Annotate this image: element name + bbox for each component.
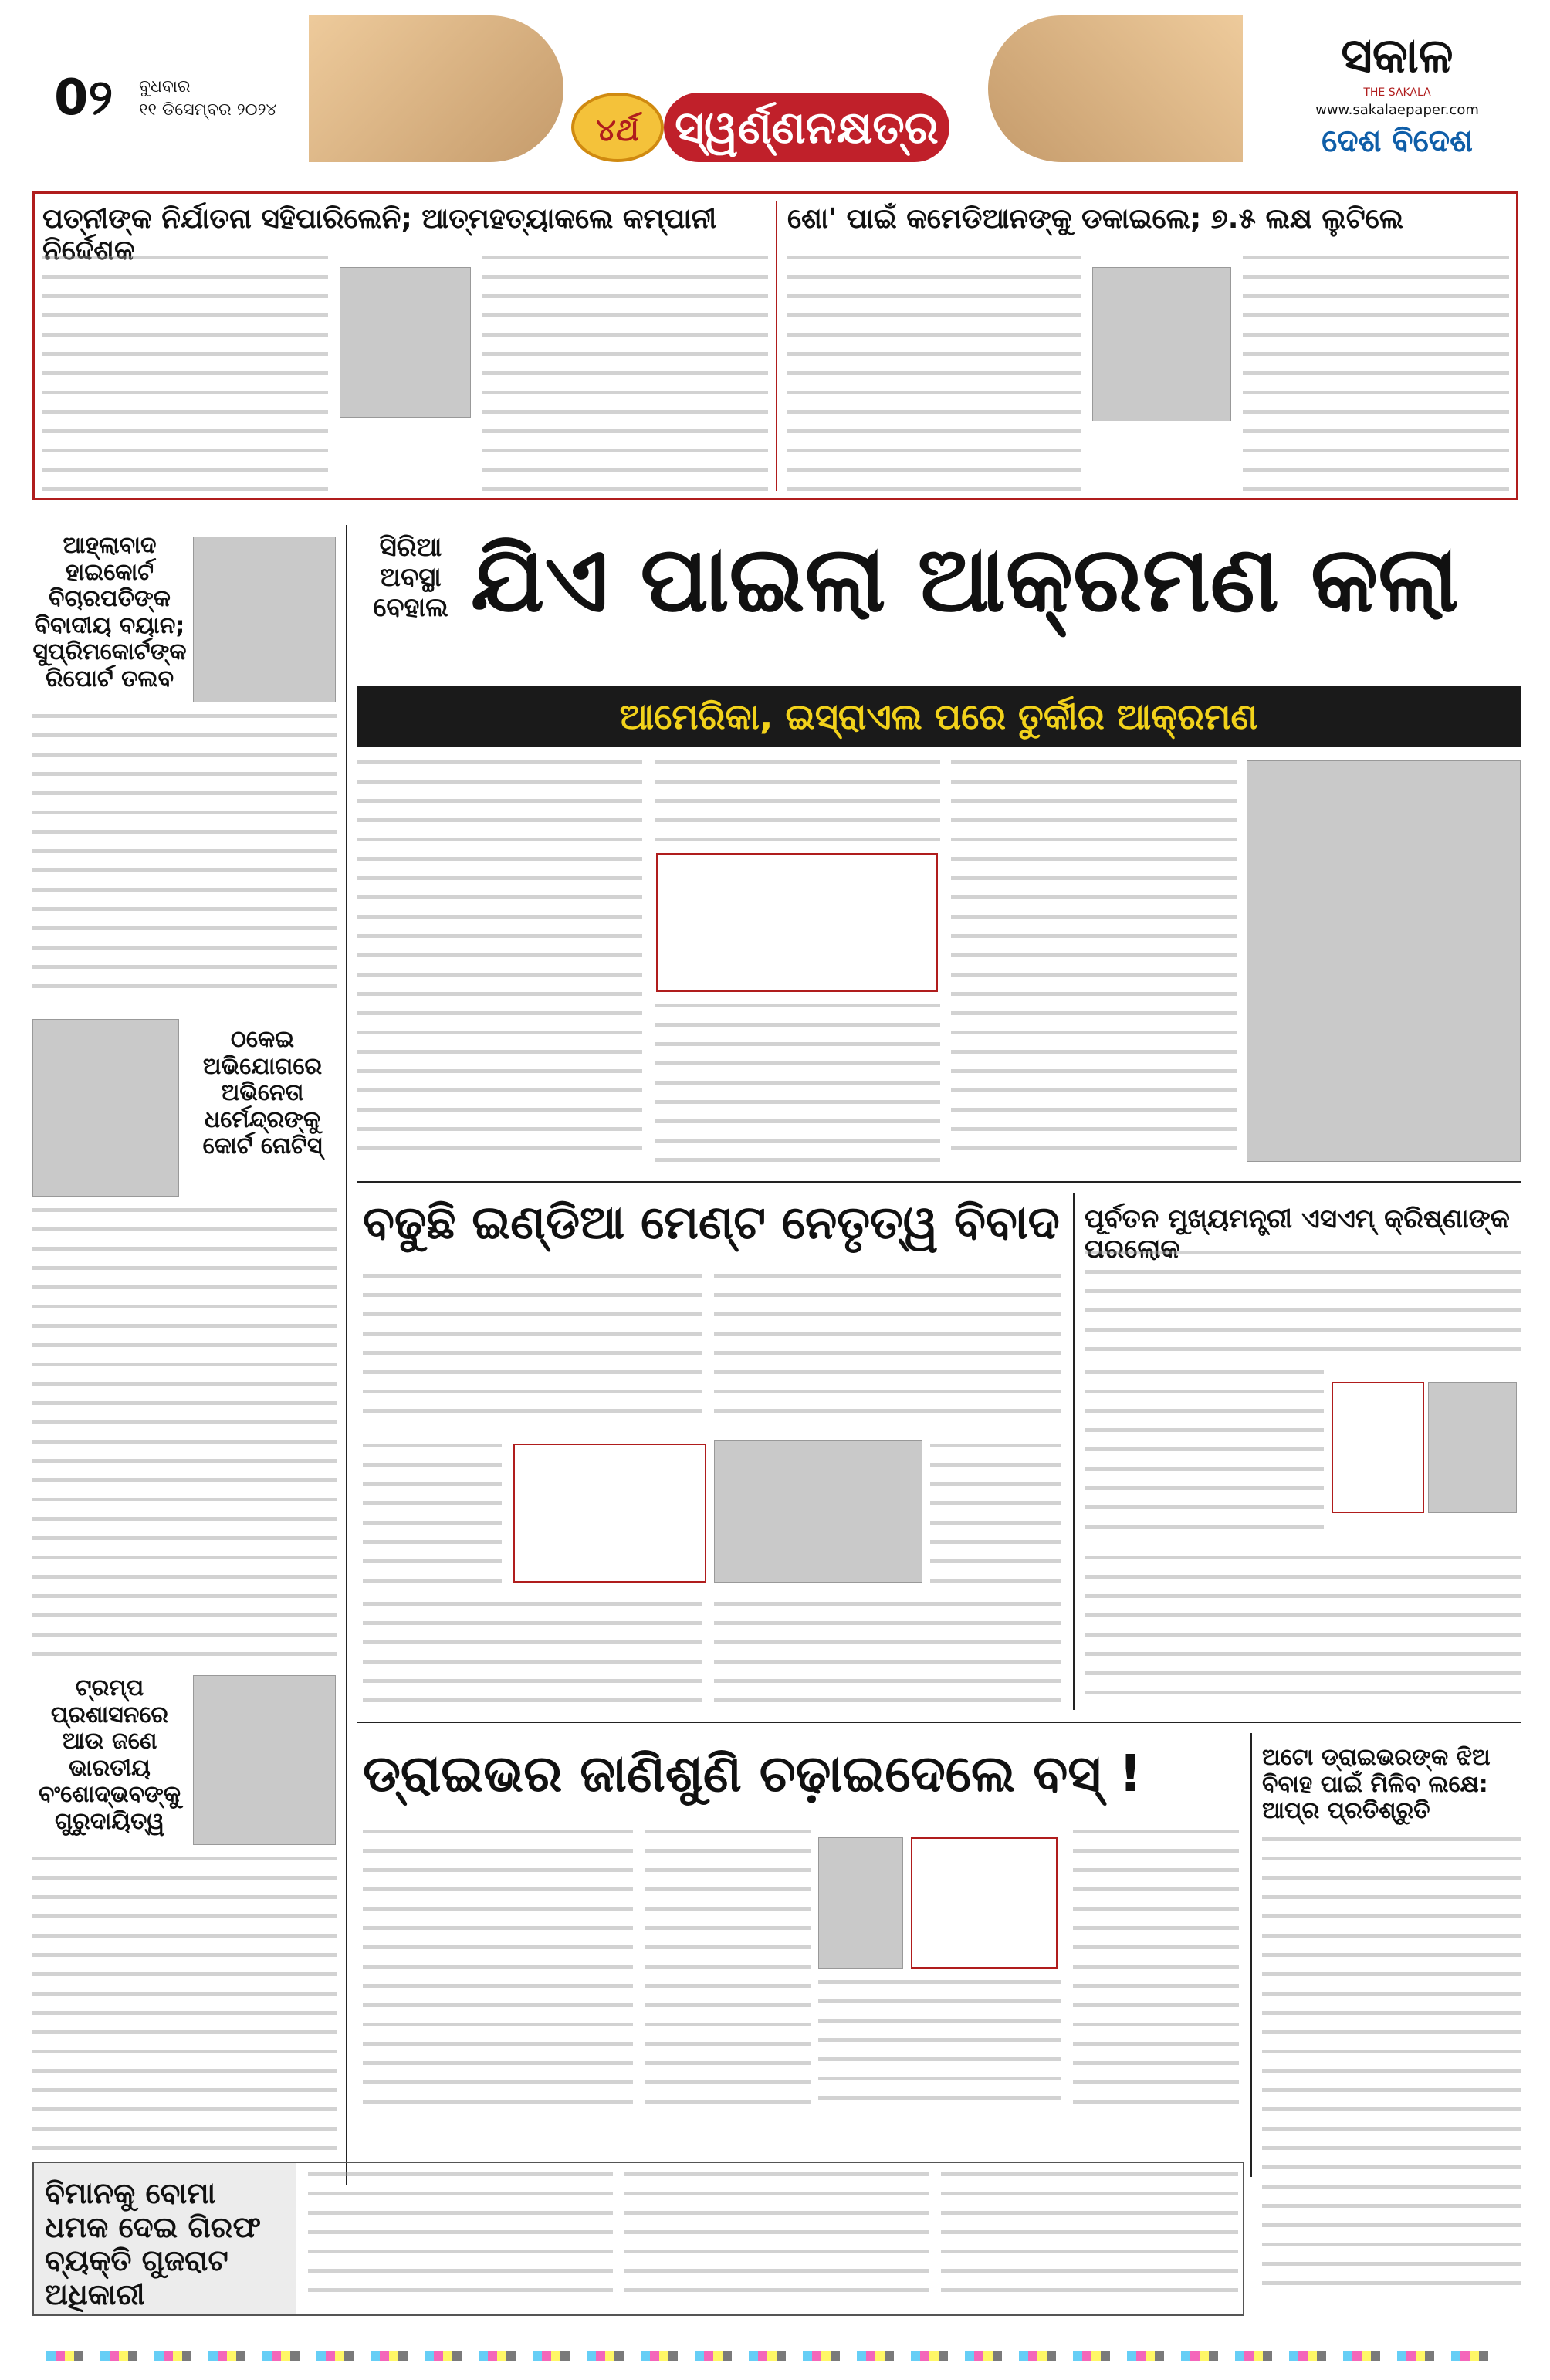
story-photo (340, 267, 471, 418)
left-story-headline: ଠକେଇ ଅଭିଯୋଗରେ ଅଭିନେତା ଧର୍ମେନ୍ଦ୍ରଙ୍କୁ କୋର୍ଟ ନୋଟିସ୍ (202, 1026, 323, 1160)
supplement-title: ସ୍ୱର୍ଣ୍ଣନକ୍ଷତ୍ର (664, 93, 949, 162)
bottom-body (624, 2172, 929, 2307)
page-number: 0୨ (54, 69, 113, 127)
color-registration-bar (46, 2351, 1498, 2361)
anniversary-badge: ୪ର୍ଥ (571, 93, 664, 162)
day-label: ବୁଧବାର (139, 77, 191, 96)
paper-logo: ସକାଳ (1341, 27, 1454, 83)
section-divider (357, 1722, 1521, 1723)
trumpet-right-icon (988, 15, 1243, 162)
website-label: www.sakalaepaper.com (1315, 102, 1479, 118)
trumpet-left-icon (309, 15, 563, 162)
india-body (363, 1274, 702, 1428)
lead-kicker: ସିରିଆ ଅବସ୍ଥା ବେହାଲ (373, 532, 448, 624)
krishna-photo (1428, 1382, 1517, 1513)
lead-headline: ଯିଏ ପାଇଲା ଆକ୍ରମଣ କଲା (471, 526, 1459, 632)
story-headline: ପତ୍ନୀଙ୍କ ନିର୍ଯାତନା ସହିପାରିଲେନି; ଆତ୍ମହତ୍ୟାକଲେ କମ୍ପାନୀ ନିର୍ଦ୍ଦେଶକ (42, 203, 717, 267)
india-body (714, 1274, 1061, 1428)
section-label: ଦେଶ ବିଦେଶ (1322, 124, 1473, 159)
left-story-body (32, 714, 337, 1004)
bottom-body (308, 2172, 613, 2307)
lead-body (655, 1004, 940, 1162)
official-photo (193, 1675, 336, 1845)
column-divider (1073, 1193, 1075, 1710)
bus-headline: ଡ୍ରାଇଭର ଜାଣିଶୁଣି ଚଢ଼ାଇଦେଲେ ବସ୍ ! (363, 1744, 1142, 1803)
bottom-headline-panel (34, 2163, 296, 2314)
bus-inset-box (911, 1837, 1058, 1969)
bus-body (1073, 1830, 1239, 2107)
victim-photo (818, 1837, 903, 1969)
story-photo (1092, 267, 1231, 421)
masthead (0, 0, 1550, 178)
india-inset-box (513, 1444, 706, 1583)
india-body (363, 1602, 702, 1706)
obituary-body (1085, 1251, 1521, 1359)
left-story-body (32, 1208, 337, 1664)
auto-body (1262, 1837, 1521, 2300)
india-body (363, 1444, 502, 1590)
lead-inset-box (656, 853, 938, 992)
lead-subhead: ଆମେରିକା, ଇସ୍ରାଏଲ ପରେ ତୁର୍କୀର ଆକ୍ରମଣ (357, 686, 1521, 747)
bus-body (818, 1980, 1061, 2107)
judge-photo (193, 537, 336, 702)
actor-photo (32, 1019, 179, 1197)
section-divider (357, 1181, 1521, 1183)
bottom-story-box (32, 2162, 1244, 2316)
india-headline: ବଢୁଛି ଇଣ୍ଡିଆ ମେଣ୍ଟ ନେତୃତ୍ୱ ବିବାଦ (363, 1196, 1060, 1250)
top-stories-box (32, 191, 1518, 500)
left-story-headline: ଟ୍ରମ୍ପ ପ୍ରଶାସନରେ ଆଉ ଜଣେ ଭାରତୀୟ ବଂଶୋଦ୍ଭବଙ୍କୁ ଗୁରୁଦାୟିତ୍ୱ (38, 1674, 181, 1835)
column-divider (1250, 1733, 1252, 2177)
paper-english-name: THE SAKALA (1363, 86, 1431, 99)
story-body (787, 256, 1081, 491)
syria-photo (1247, 760, 1521, 1162)
lead-body (357, 760, 642, 1162)
story-headline: ଶୋ' ପାଇଁ କମେଡିଆନଙ୍କୁ ଡକାଇଲେ; ୭.୫ ଲକ୍ଷ ଲୁଟିଲେ (787, 203, 1404, 235)
column-divider (346, 525, 347, 2185)
date-label: ୧୧ ଡିସେମ୍ବର ୨୦୨୪ (139, 100, 277, 120)
divider (776, 201, 777, 491)
auto-headline: ଅଟୋ ଡ୍ରାଇଭରଙ୍କ ଝିଅ ବିବାହ ପାଇଁ ମିଳିବ ଲକ୍ଷେ: ଆପ୍‌ର ପ୍ରତିଶ୍ରୁତି (1262, 1744, 1491, 1824)
obituary-body (1085, 1556, 1521, 1706)
obituary-body (1085, 1370, 1324, 1544)
left-story-headline: ଆହ୍ଲାବାଦ ହାଇକୋର୍ଟ ବିଚାରପତିଙ୍କ ବିବାଦୀୟ ବୟାନ; ସୁପ୍ରିମକୋର୍ଟଙ୍କ ରିପୋର୍ଟ ତଲବ (32, 532, 187, 692)
bus-body (363, 1830, 633, 2107)
lead-body (951, 760, 1237, 1162)
story-body (42, 256, 328, 491)
bottom-headline: ବିମାନକୁ ବୋମା ଧମକ ଦେଇ ଗିରଫ ବ୍ୟକ୍ତି ଗୁଜରାଟ ଅଧିକାରୀ (45, 2176, 261, 2312)
story-body (1243, 256, 1509, 491)
leaders-photo (714, 1440, 922, 1583)
left-story-body (32, 1857, 337, 2150)
story-body (482, 256, 768, 491)
bottom-body (941, 2172, 1238, 2307)
india-body (930, 1444, 1061, 1590)
obituary-headline: ପୂର୍ବତନ ମୁଖ୍ୟମନ୍ତ୍ରୀ ଏସଏମ୍ କ୍ରିଷ୍ଣାଙ୍କ ପରଲୋକ (1085, 1204, 1510, 1265)
india-body (714, 1602, 1061, 1706)
lead-body (655, 760, 940, 845)
bus-body (645, 1830, 811, 2107)
obituary-inset-box (1332, 1382, 1424, 1513)
